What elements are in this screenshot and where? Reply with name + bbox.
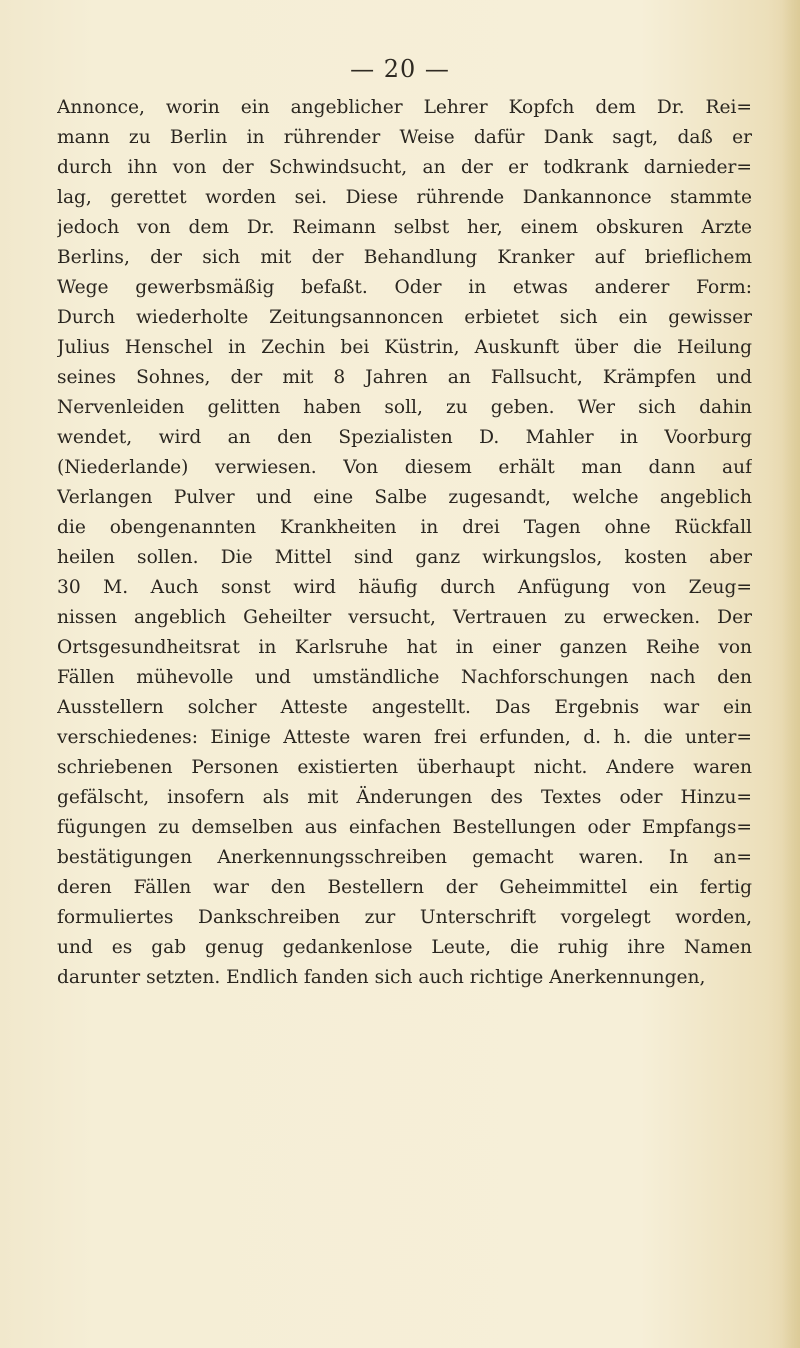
text-line: 30 M. Auch sonst wird häufig durch Anfügung von Zeug= [57, 577, 752, 598]
text-line: Verlangen Pulver und eine Salbe zugesandt, welche angeblich [57, 487, 752, 508]
text-line: deren Fällen war den Bestellern der Geheimmittel ein fertig [57, 877, 752, 898]
text-line: bestätigungen Anerkennungsschreiben gemacht waren. In an= [57, 847, 752, 868]
text-line: gefälscht, insofern als mit Änderungen des Textes oder Hinzu= [57, 787, 752, 808]
text-line: jedoch von dem Dr. Reimann selbst her, einem obskuren Arzte [57, 217, 752, 238]
text-line: verschiedenes: Einige Atteste waren frei erfunden, d. h. die unter= [57, 727, 752, 748]
text-line: schriebenen Personen existierten überhaupt nicht. Andere waren [57, 757, 752, 778]
page-number: — 20 — [350, 55, 450, 83]
text-line: (Niederlande) verwiesen. Von diesem erhält man dann auf [57, 457, 752, 478]
text-line: formuliertes Dankschreiben zur Unterschrift vorgelegt worden, [57, 907, 752, 928]
text-line: die obengenannten Krankheiten in drei Tagen ohne Rückfall [57, 517, 752, 538]
text-line: nissen angeblich Geheilter versucht, Vertrauen zu erwecken. Der [57, 607, 752, 628]
text-line: wendet, wird an den Spezialisten D. Mahler in Voorburg [57, 427, 752, 448]
text-line: Annonce, worin ein angeblicher Lehrer Kopfch dem Dr. Rei= [57, 97, 752, 118]
text-line: Wege gewerbsmäßig befaßt. Oder in etwas anderer Form: [57, 277, 752, 298]
text-line: fügungen zu demselben aus einfachen Bestellungen oder Empfangs= [57, 817, 752, 838]
text-line: Durch wiederholte Zeitungsannoncen erbietet sich ein gewisser [57, 307, 752, 328]
text-line: Ausstellern solcher Atteste angestellt. Das Ergebnis war ein [57, 697, 752, 718]
text-line: darunter setzten. Endlich fanden sich auch richtige Anerkennungen, [57, 967, 706, 988]
text-line: durch ihn von der Schwindsucht, an der er todkrank darnieder= [57, 157, 752, 178]
text-line: Fällen mühevolle und umständliche Nachforschungen nach den [57, 667, 752, 688]
page-edge-shadow [782, 0, 800, 1348]
body-text [57, 93, 752, 993]
text-line: mann zu Berlin in rührender Weise dafür Dank sagt, daß er [57, 127, 752, 148]
text-line: heilen sollen. Die Mittel sind ganz wirkungslos, kosten aber [57, 547, 752, 568]
text-line: und es gab genug gedankenlose Leute, die ruhig ihre Namen [57, 937, 752, 958]
text-line: Berlins, der sich mit der Behandlung Kranker auf brieflichem [57, 247, 752, 268]
text-line: Ortsgesundheitsrat in Karlsruhe hat in einer ganzen Reihe von [57, 637, 752, 658]
text-line: seines Sohnes, der mit 8 Jahren an Fallsucht, Krämpfen und [57, 367, 752, 388]
text-line: Nervenleiden gelitten haben soll, zu geben. Wer sich dahin [57, 397, 752, 418]
text-line: Julius Henschel in Zechin bei Küstrin, Auskunft über die Heilung [57, 337, 752, 358]
text-line: lag, gerettet worden sei. Diese rührende Dankannonce stammte [57, 187, 752, 208]
